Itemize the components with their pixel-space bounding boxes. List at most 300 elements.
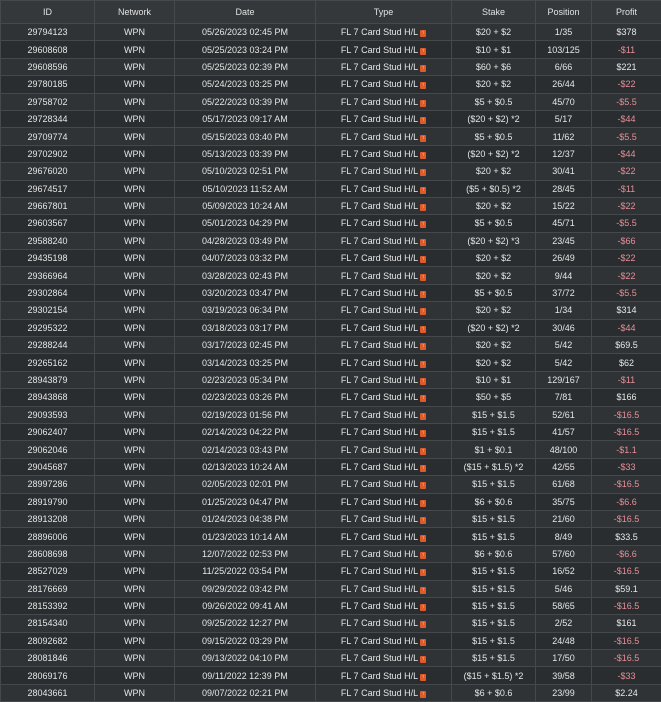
cell-type	[316, 354, 452, 371]
cell-type	[316, 563, 452, 580]
cell-network	[95, 580, 175, 597]
cell-type-text: FL 7 Card Stud H/L	[341, 132, 418, 142]
table-row[interactable]	[1, 615, 661, 632]
cell-position-text: 26/44	[552, 79, 575, 89]
cell-stake	[452, 197, 536, 214]
cell-profit	[592, 528, 661, 545]
table-row[interactable]	[1, 267, 661, 284]
tournament-icon: ↑	[420, 308, 426, 315]
cell-profit-text: -$5.5	[616, 218, 637, 228]
cell-stake	[452, 650, 536, 667]
cell-network	[95, 302, 175, 319]
cell-position-text: 5/42	[555, 358, 573, 368]
cell-profit-text: $2.24	[615, 688, 638, 698]
cell-date-text: 05/10/2023 11:52 AM	[203, 184, 288, 194]
table-row[interactable]	[1, 458, 661, 475]
table-row[interactable]	[1, 337, 661, 354]
tournament-icon: ↑	[420, 552, 426, 559]
cell-profit-text: -$22	[617, 201, 635, 211]
cell-date	[175, 93, 316, 110]
column-header-profit[interactable]: Profit	[592, 1, 661, 24]
cell-position-text: 37/72	[552, 288, 575, 298]
cell-stake-text: $15 + $1.5	[472, 636, 515, 646]
cell-stake-text: $15 + $1.5	[472, 410, 515, 420]
cell-network-text: WPN	[124, 79, 145, 89]
cell-stake	[452, 493, 536, 510]
cell-network-text: WPN	[124, 445, 145, 455]
cell-id-text: 29366964	[27, 271, 67, 281]
cell-id	[1, 58, 95, 75]
cell-type	[316, 284, 452, 301]
cell-date	[175, 563, 316, 580]
cell-type-text: FL 7 Card Stud H/L	[341, 62, 418, 72]
cell-network	[95, 545, 175, 562]
cell-stake-text: $20 + $2	[476, 305, 511, 315]
cell-date	[175, 371, 316, 388]
cell-type-text: FL 7 Card Stud H/L	[341, 184, 418, 194]
cell-position-text: 1/35	[555, 27, 573, 37]
table-row[interactable]	[1, 493, 661, 510]
cell-stake-text: $15 + $1.5	[472, 479, 515, 489]
cell-profit-text: -$16.5	[614, 479, 640, 489]
table-row[interactable]	[1, 302, 661, 319]
cell-network	[95, 476, 175, 493]
tournament-icon: ↑	[420, 65, 426, 72]
cell-stake	[452, 476, 536, 493]
table-row[interactable]	[1, 389, 661, 406]
cell-date	[175, 215, 316, 232]
table-row[interactable]	[1, 423, 661, 440]
cell-position	[536, 563, 592, 580]
tournament-icon: ↑	[420, 152, 426, 159]
cell-network	[95, 110, 175, 127]
cell-position	[536, 580, 592, 597]
tournament-icon: ↑	[420, 569, 426, 576]
cell-profit	[592, 493, 661, 510]
cell-network	[95, 528, 175, 545]
cell-network-text: WPN	[124, 636, 145, 646]
cell-network	[95, 493, 175, 510]
cell-date-text: 09/15/2022 03:29 PM	[202, 636, 288, 646]
cell-position	[536, 615, 592, 632]
cell-id-text: 28176669	[27, 584, 67, 594]
column-header-id[interactable]: ID	[1, 1, 95, 24]
cell-network	[95, 510, 175, 527]
table-row[interactable]	[1, 684, 661, 701]
tournament-icon: ↑	[420, 256, 426, 263]
cell-date-text: 05/22/2023 03:39 PM	[202, 97, 288, 107]
cell-network-text: WPN	[124, 45, 145, 55]
cell-position-text: 57/60	[552, 549, 575, 559]
table-row[interactable]	[1, 128, 661, 145]
cell-date-text: 02/23/2023 05:34 PM	[202, 375, 288, 385]
cell-stake-text: $10 + $1	[476, 375, 511, 385]
cell-type-text: FL 7 Card Stud H/L	[341, 236, 418, 246]
cell-profit-text: $33.5	[615, 532, 638, 542]
cell-position	[536, 458, 592, 475]
cell-stake-text: $20 + $2	[476, 340, 511, 350]
cell-position-text: 28/45	[552, 184, 575, 194]
cell-id	[1, 267, 95, 284]
cell-type	[316, 93, 452, 110]
cell-id	[1, 597, 95, 614]
cell-position	[536, 215, 592, 232]
cell-type	[316, 215, 452, 232]
table-row[interactable]	[1, 528, 661, 545]
table-row[interactable]	[1, 250, 661, 267]
column-header-date[interactable]: Date	[175, 1, 316, 24]
cell-type	[316, 667, 452, 684]
cell-network	[95, 128, 175, 145]
cell-stake-text: ($20 + $2) *3	[467, 236, 519, 246]
cell-stake-text: $60 + $6	[476, 62, 511, 72]
cell-position	[536, 667, 592, 684]
cell-stake	[452, 545, 536, 562]
cell-id-text: 29603567	[27, 218, 67, 228]
cell-profit	[592, 458, 661, 475]
cell-profit-text: $161	[616, 618, 636, 628]
cell-type	[316, 684, 452, 701]
cell-type	[316, 58, 452, 75]
cell-type-text: FL 7 Card Stud H/L	[341, 479, 418, 489]
cell-type-text: FL 7 Card Stud H/L	[341, 97, 418, 107]
table-row[interactable]	[1, 371, 661, 388]
cell-profit-text: -$5.5	[616, 97, 637, 107]
cell-stake-text: $20 + $2	[476, 166, 511, 176]
table-row[interactable]	[1, 76, 661, 93]
tournament-icon: ↑	[420, 221, 426, 228]
cell-id-text: 29676020	[27, 166, 67, 176]
cell-profit	[592, 684, 661, 701]
tournament-icon: ↑	[420, 187, 426, 194]
cell-date	[175, 24, 316, 41]
cell-network	[95, 563, 175, 580]
cell-type-text: FL 7 Card Stud H/L	[341, 584, 418, 594]
cell-network-text: WPN	[124, 566, 145, 576]
cell-profit-text: $59.1	[615, 584, 638, 594]
cell-type	[316, 76, 452, 93]
table-row[interactable]	[1, 632, 661, 649]
cell-date	[175, 510, 316, 527]
table-row[interactable]	[1, 93, 661, 110]
table-row[interactable]	[1, 180, 661, 197]
cell-id	[1, 41, 95, 58]
cell-stake-text: $1 + $0.1	[475, 445, 513, 455]
cell-profit	[592, 389, 661, 406]
cell-network-text: WPN	[124, 62, 145, 72]
cell-id	[1, 232, 95, 249]
cell-date-text: 11/25/2022 03:54 PM	[202, 566, 287, 576]
cell-date	[175, 632, 316, 649]
cell-network-text: WPN	[124, 427, 145, 437]
cell-position-text: 48/100	[550, 445, 578, 455]
cell-id	[1, 458, 95, 475]
cell-network-text: WPN	[124, 97, 145, 107]
table-row[interactable]	[1, 406, 661, 423]
cell-date	[175, 337, 316, 354]
cell-network	[95, 58, 175, 75]
cell-position-text: 5/17	[555, 114, 573, 124]
cell-stake-text: $20 + $2	[476, 253, 511, 263]
cell-profit	[592, 423, 661, 440]
cell-position	[536, 632, 592, 649]
cell-position-text: 35/75	[552, 497, 575, 507]
cell-stake	[452, 128, 536, 145]
table-row[interactable]	[1, 597, 661, 614]
cell-stake	[452, 145, 536, 162]
cell-position	[536, 232, 592, 249]
cell-stake	[452, 684, 536, 701]
cell-position-text: 7/81	[555, 392, 573, 402]
table-row[interactable]	[1, 232, 661, 249]
table-row[interactable]	[1, 110, 661, 127]
cell-date-text: 01/24/2023 04:38 PM	[202, 514, 288, 524]
cell-id-text: 29062407	[27, 427, 67, 437]
table-row[interactable]	[1, 545, 661, 562]
cell-network-text: WPN	[124, 132, 145, 142]
cell-network	[95, 215, 175, 232]
table-row[interactable]	[1, 58, 661, 75]
table-row[interactable]	[1, 284, 661, 301]
cell-date	[175, 145, 316, 162]
cell-type-text: FL 7 Card Stud H/L	[341, 688, 418, 698]
cell-type-text: FL 7 Card Stud H/L	[341, 532, 418, 542]
cell-date	[175, 580, 316, 597]
cell-stake	[452, 319, 536, 336]
cell-network	[95, 597, 175, 614]
cell-profit-text: $221	[616, 62, 636, 72]
table-row[interactable]	[1, 580, 661, 597]
cell-network	[95, 232, 175, 249]
tournament-icon: ↑	[420, 674, 426, 681]
cell-stake-text: ($20 + $2) *2	[467, 114, 519, 124]
cell-id	[1, 389, 95, 406]
cell-date	[175, 476, 316, 493]
cell-date-text: 03/19/2023 06:34 PM	[202, 305, 288, 315]
tournament-icon: ↑	[420, 343, 426, 350]
cell-id-text: 29062046	[27, 445, 67, 455]
cell-stake	[452, 389, 536, 406]
cell-profit-text: -$11	[618, 184, 635, 194]
cell-id	[1, 667, 95, 684]
cell-id-text: 29093593	[27, 410, 67, 420]
cell-network-text: WPN	[124, 201, 145, 211]
cell-type-text: FL 7 Card Stud H/L	[341, 340, 418, 350]
cell-profit-text: $378	[616, 27, 636, 37]
cell-type-text: FL 7 Card Stud H/L	[341, 375, 418, 385]
cell-type	[316, 632, 452, 649]
cell-network	[95, 93, 175, 110]
cell-stake-text: $15 + $1.5	[472, 653, 515, 663]
cell-date	[175, 406, 316, 423]
table-row[interactable]	[1, 24, 661, 41]
cell-profit	[592, 250, 661, 267]
cell-network	[95, 267, 175, 284]
column-header-stake[interactable]: Stake	[452, 1, 536, 24]
cell-id	[1, 163, 95, 180]
cell-stake-text: $50 + $5	[476, 392, 511, 402]
cell-date	[175, 232, 316, 249]
cell-id	[1, 215, 95, 232]
cell-date	[175, 545, 316, 562]
cell-type	[316, 128, 452, 145]
cell-position	[536, 423, 592, 440]
cell-id-text: 28919790	[27, 497, 67, 507]
cell-date	[175, 76, 316, 93]
cell-stake-text: $5 + $0.5	[475, 132, 513, 142]
cell-stake	[452, 615, 536, 632]
cell-stake-text: $5 + $0.5	[475, 218, 513, 228]
cell-stake	[452, 354, 536, 371]
cell-stake	[452, 667, 536, 684]
cell-profit	[592, 510, 661, 527]
table-row[interactable]	[1, 215, 661, 232]
cell-position	[536, 441, 592, 458]
cell-position-text: 58/65	[552, 601, 575, 611]
cell-stake	[452, 110, 536, 127]
table-row[interactable]	[1, 650, 661, 667]
tournament-icon: ↑	[420, 395, 426, 402]
cell-type	[316, 389, 452, 406]
cell-network	[95, 615, 175, 632]
cell-position	[536, 163, 592, 180]
cell-network-text: WPN	[124, 532, 145, 542]
cell-type-text: FL 7 Card Stud H/L	[341, 445, 418, 455]
table-row[interactable]	[1, 41, 661, 58]
column-header-type[interactable]: Type	[316, 1, 452, 24]
cell-stake-text: $15 + $1.5	[472, 427, 515, 437]
cell-stake-text: $15 + $1.5	[472, 566, 515, 576]
cell-date	[175, 197, 316, 214]
cell-id	[1, 563, 95, 580]
cell-date-text: 09/11/2022 12:39 PM	[202, 671, 287, 681]
cell-type	[316, 371, 452, 388]
cell-profit-text: -$6.6	[616, 549, 637, 559]
cell-type-text: FL 7 Card Stud H/L	[341, 149, 418, 159]
cell-id-text: 28608698	[27, 549, 67, 559]
cell-stake-text: ($15 + $1.5) *2	[464, 462, 524, 472]
table-row[interactable]	[1, 441, 661, 458]
cell-id	[1, 615, 95, 632]
cell-network-text: WPN	[124, 601, 145, 611]
column-header-position[interactable]: Position	[536, 1, 592, 24]
cell-network	[95, 406, 175, 423]
table-row[interactable]	[1, 197, 661, 214]
cell-profit	[592, 232, 661, 249]
cell-type	[316, 197, 452, 214]
cell-network-text: WPN	[124, 375, 145, 385]
cell-date	[175, 615, 316, 632]
cell-id	[1, 284, 95, 301]
cell-id	[1, 371, 95, 388]
cell-id-text: 28943868	[27, 392, 67, 402]
cell-position	[536, 267, 592, 284]
cell-network	[95, 337, 175, 354]
cell-type-text: FL 7 Card Stud H/L	[341, 201, 418, 211]
cell-id-text: 28043661	[27, 688, 67, 698]
table-row[interactable]	[1, 510, 661, 527]
cell-profit	[592, 563, 661, 580]
cell-date-text: 12/07/2022 02:53 PM	[202, 549, 288, 559]
cell-stake	[452, 284, 536, 301]
cell-network-text: WPN	[124, 358, 145, 368]
cell-position-text: 61/68	[552, 479, 575, 489]
cell-profit	[592, 354, 661, 371]
table-row[interactable]	[1, 145, 661, 162]
cell-position	[536, 597, 592, 614]
table-row[interactable]	[1, 163, 661, 180]
cell-type-text: FL 7 Card Stud H/L	[341, 392, 418, 402]
cell-id-text: 29794123	[27, 27, 67, 37]
cell-network	[95, 684, 175, 701]
cell-position	[536, 197, 592, 214]
tournament-icon: ↑	[420, 639, 426, 646]
cell-date-text: 03/14/2023 03:25 PM	[202, 358, 288, 368]
cell-type-text: FL 7 Card Stud H/L	[341, 636, 418, 646]
cell-stake-text: $6 + $0.6	[475, 688, 513, 698]
cell-position	[536, 180, 592, 197]
cell-profit-text: $69.5	[615, 340, 638, 350]
cell-network-text: WPN	[124, 671, 145, 681]
cell-id	[1, 632, 95, 649]
cell-type-text: FL 7 Card Stud H/L	[341, 566, 418, 576]
cell-position	[536, 145, 592, 162]
cell-profit	[592, 41, 661, 58]
cell-network	[95, 650, 175, 667]
tournament-icon: ↑	[420, 587, 426, 594]
table-row[interactable]	[1, 563, 661, 580]
cell-profit-text: -$16.5	[614, 653, 640, 663]
cell-type	[316, 110, 452, 127]
cell-type	[316, 580, 452, 597]
cell-profit-text: -$1.1	[616, 445, 637, 455]
cell-type-text: FL 7 Card Stud H/L	[341, 305, 418, 315]
cell-position-text: 23/45	[552, 236, 575, 246]
cell-profit	[592, 197, 661, 214]
cell-position-text: 129/167	[547, 375, 580, 385]
tournament-icon: ↑	[420, 413, 426, 420]
cell-type	[316, 423, 452, 440]
cell-position-text: 41/57	[552, 427, 575, 437]
cell-stake	[452, 163, 536, 180]
cell-date-text: 03/28/2023 02:43 PM	[202, 271, 288, 281]
table-row[interactable]	[1, 667, 661, 684]
cell-type	[316, 24, 452, 41]
cell-id-text: 29435198	[27, 253, 67, 263]
cell-network-text: WPN	[124, 253, 145, 263]
cell-id-text: 29758702	[27, 97, 67, 107]
cell-profit	[592, 632, 661, 649]
cell-type	[316, 145, 452, 162]
cell-stake-text: $20 + $2	[476, 201, 511, 211]
cell-profit	[592, 371, 661, 388]
cell-position-text: 30/41	[552, 166, 575, 176]
table-row[interactable]	[1, 319, 661, 336]
cell-date	[175, 284, 316, 301]
cell-id	[1, 528, 95, 545]
cell-position	[536, 110, 592, 127]
cell-type	[316, 476, 452, 493]
column-header-network[interactable]: Network	[95, 1, 175, 24]
cell-stake	[452, 267, 536, 284]
table-row[interactable]	[1, 354, 661, 371]
cell-id	[1, 319, 95, 336]
cell-profit	[592, 110, 661, 127]
table-row[interactable]	[1, 476, 661, 493]
cell-type	[316, 232, 452, 249]
tournament-icon: ↑	[420, 430, 426, 437]
cell-type	[316, 406, 452, 423]
